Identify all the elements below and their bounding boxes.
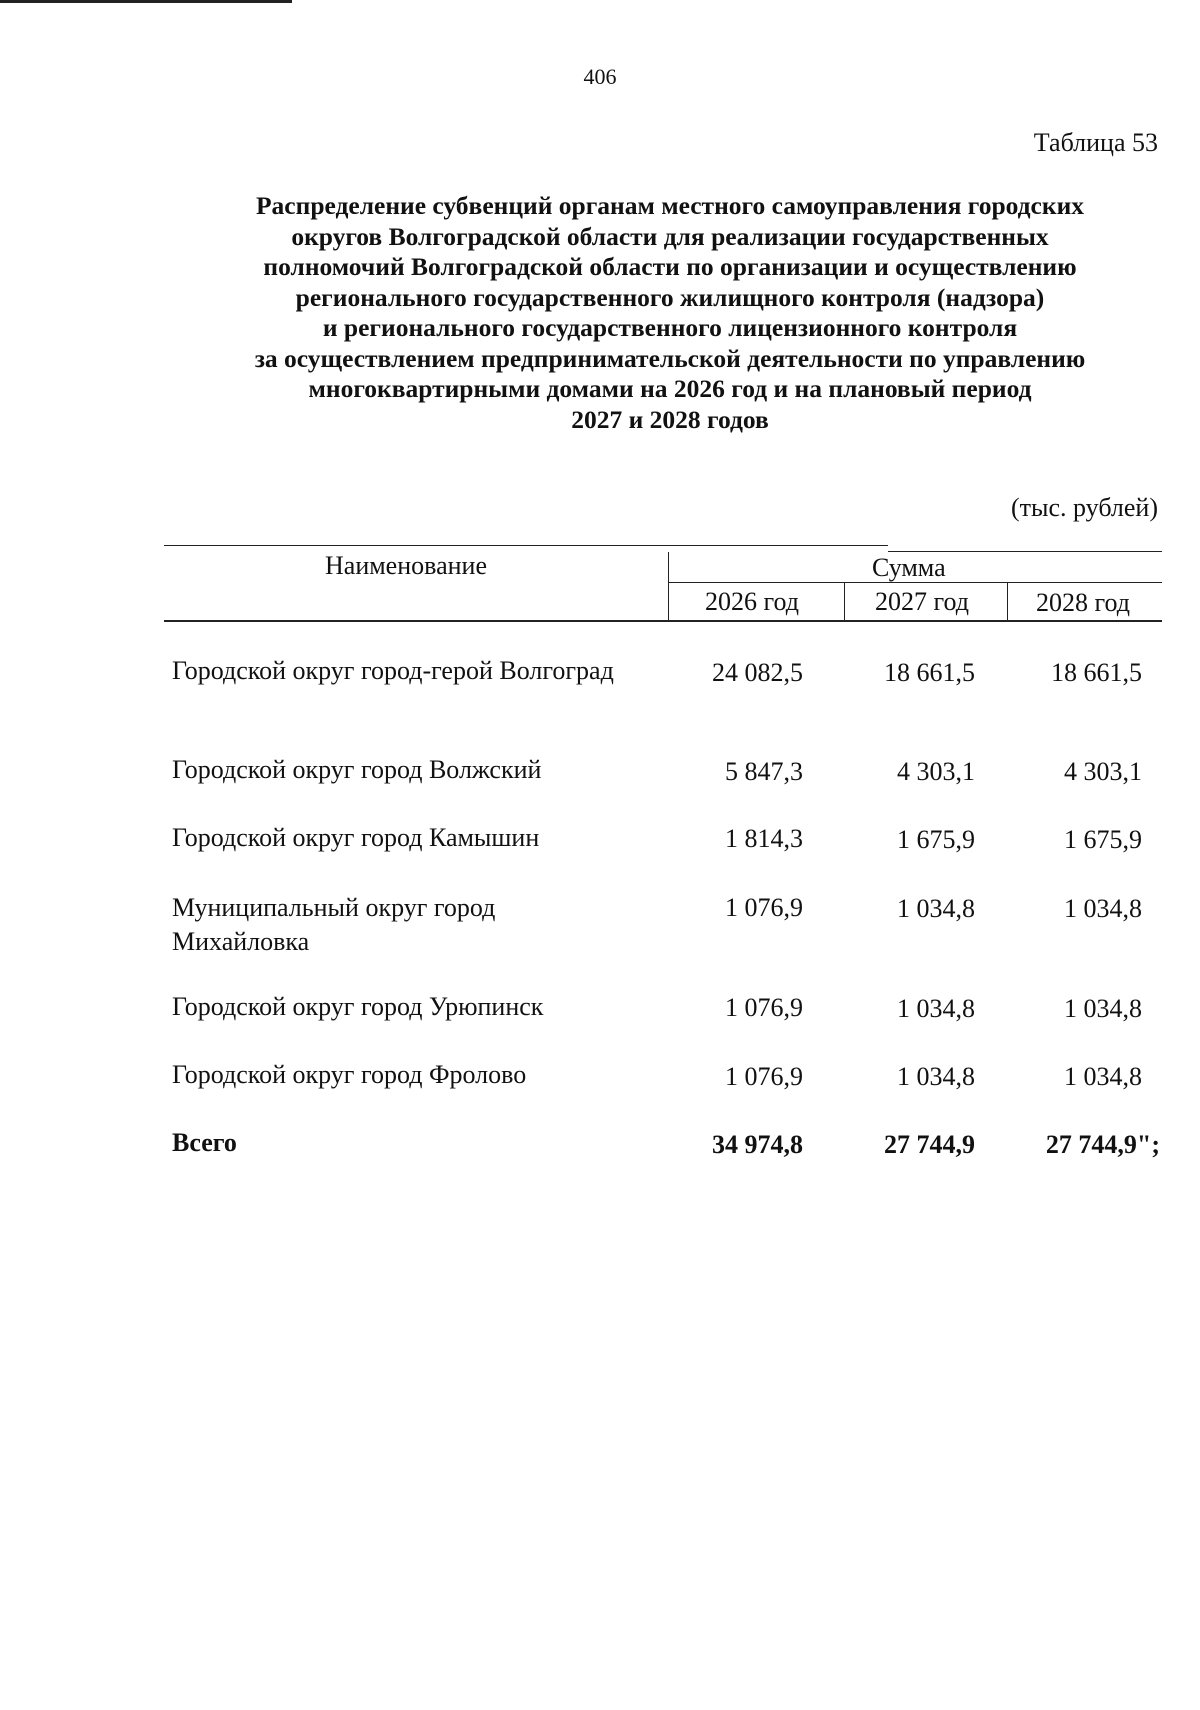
header-vline	[844, 583, 845, 620]
row-value-2026: 1 076,9	[725, 1062, 803, 1091]
page-number: 406	[583, 64, 617, 89]
header-vline	[1007, 583, 1008, 620]
header-year-2028: 2028 год	[1036, 588, 1130, 617]
header-year-2026: 2026 год	[705, 587, 799, 616]
title-line: 2027 и 2028 годов	[571, 404, 769, 434]
row-value-2028: 4 303,1	[1064, 757, 1142, 786]
row-name: Городской округ город Урюпинск	[172, 992, 544, 1021]
document-title	[150, 191, 1190, 435]
table-top-rule	[164, 545, 888, 546]
row-value-2026: 1 076,9	[725, 993, 803, 1022]
header-name: Наименование	[325, 551, 487, 580]
row-value-2027: 1 034,8	[897, 994, 975, 1023]
title-line: полномочий Волгоградской области по организации и осуществлению	[263, 252, 1077, 281]
row-value-2027: 1 034,8	[897, 894, 975, 923]
row-value-2026: 5 847,3	[725, 757, 803, 786]
title-line: регионального государственного жилищного контроля (надзора)	[295, 282, 1045, 312]
row-value-2027: 18 661,5	[884, 658, 975, 687]
row-name: Городской округ город Фролово	[172, 1060, 527, 1089]
header-bottom-rule	[164, 620, 1162, 622]
row-value-2027: 1 034,8	[897, 1062, 975, 1091]
title-line: многоквартирными домами на 2026 год и на плановый период	[308, 374, 1032, 403]
scan-edge-line	[0, 0, 292, 3]
table-top-rule-right	[888, 551, 1162, 552]
row-value-2026: 24 082,5	[712, 658, 803, 687]
row-value-2026: 1 814,3	[725, 824, 803, 853]
row-value-2026: 1 076,9	[725, 893, 803, 922]
title-line: округов Волгоградской области для реализации государственных	[291, 221, 1049, 251]
title-line: Распределение субвенций органам местного самоуправления городских	[255, 191, 1085, 220]
row-value-2028: 1 034,8	[1064, 1062, 1142, 1091]
row-value-2027: 4 303,1	[897, 757, 975, 786]
title-line: и регионального государственного лицензионного контроля	[322, 313, 1018, 342]
row-name: Городской округ город-герой Волгоград	[172, 656, 614, 685]
header-vline	[668, 552, 669, 620]
row-value-2028: 1 034,8	[1064, 894, 1142, 923]
total-value-2026: 34 974,8	[712, 1130, 803, 1159]
header-year-2027: 2027 год	[875, 587, 969, 616]
total-label: Всего	[172, 1128, 237, 1157]
total-value-2027: 27 744,9	[884, 1130, 975, 1159]
row-value-2028: 18 661,5	[1051, 658, 1142, 687]
title-line: за осуществлением предпринимательской деятельности по управлению	[254, 343, 1086, 373]
total-value-2028: 27 744,9";	[1045, 1130, 1160, 1159]
row-name: Муниципальный округ город Михайловка	[172, 893, 496, 956]
row-value-2028: 1 034,8	[1064, 994, 1142, 1023]
row-name: Городской округ город Камышин	[172, 823, 540, 852]
row-value-2027: 1 675,9	[897, 825, 975, 854]
row-name: Городской округ город Волжский	[172, 755, 542, 784]
row-value-2028: 1 675,9	[1064, 825, 1142, 854]
table-label: Таблица 53	[1033, 128, 1158, 157]
units-label: (тыс. рублей)	[1010, 493, 1158, 522]
header-sum: Сумма	[872, 553, 946, 582]
